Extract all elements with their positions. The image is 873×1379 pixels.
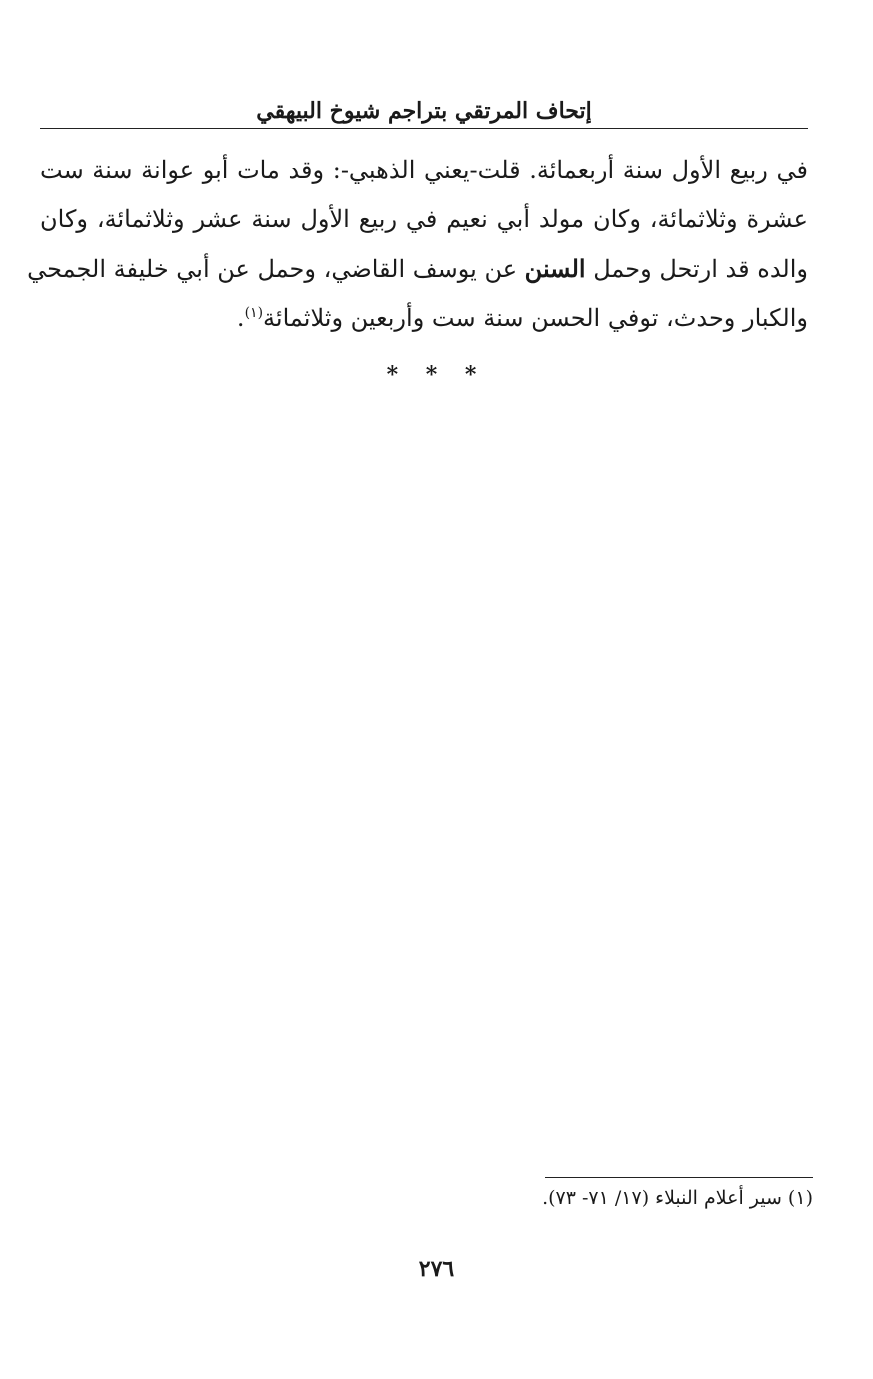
footnote-rule: [545, 1177, 813, 1178]
body-line-2: عشرة وثلاثمائة، وكان مولد أبي نعيم في ربيع الأول سنة عشر وثلاثمائة، وكان: [40, 205, 808, 233]
sunan-bold-term: السنن: [524, 254, 586, 283]
body-line-4-period: .: [236, 304, 245, 332]
body-line-4: [40, 294, 808, 343]
footnote-text: (١) سير أعلام النبلاء (١٧/ ٧١- ٧٣).: [542, 1187, 813, 1209]
page-number: ٢٧٦: [418, 1256, 455, 1282]
header-rule: [40, 128, 808, 129]
body-line-3: [27, 244, 808, 294]
body-line-3-end: عن يوسف القاضي، وحمل عن أبي خليفة الجمحي: [27, 255, 525, 283]
body-paragraph: [27, 146, 808, 343]
running-header-title: إتحاف المرتقي بتراجم شيوخ البيهقي: [256, 98, 592, 124]
body-line-3-start: والده قد ارتحل وحمل: [585, 255, 808, 283]
section-separator: * * *: [386, 362, 487, 388]
body-line-1: في ربيع الأول سنة أربعمائة. قلت-يعني الذهبي-: وقد مات أبو عوانة سنة ست: [40, 156, 808, 184]
body-line-4-text: والكبار وحدث، توفي الحسن سنة ست وأربعين وثلاثمائة: [263, 304, 808, 332]
footnote-reference: (١): [244, 305, 264, 321]
